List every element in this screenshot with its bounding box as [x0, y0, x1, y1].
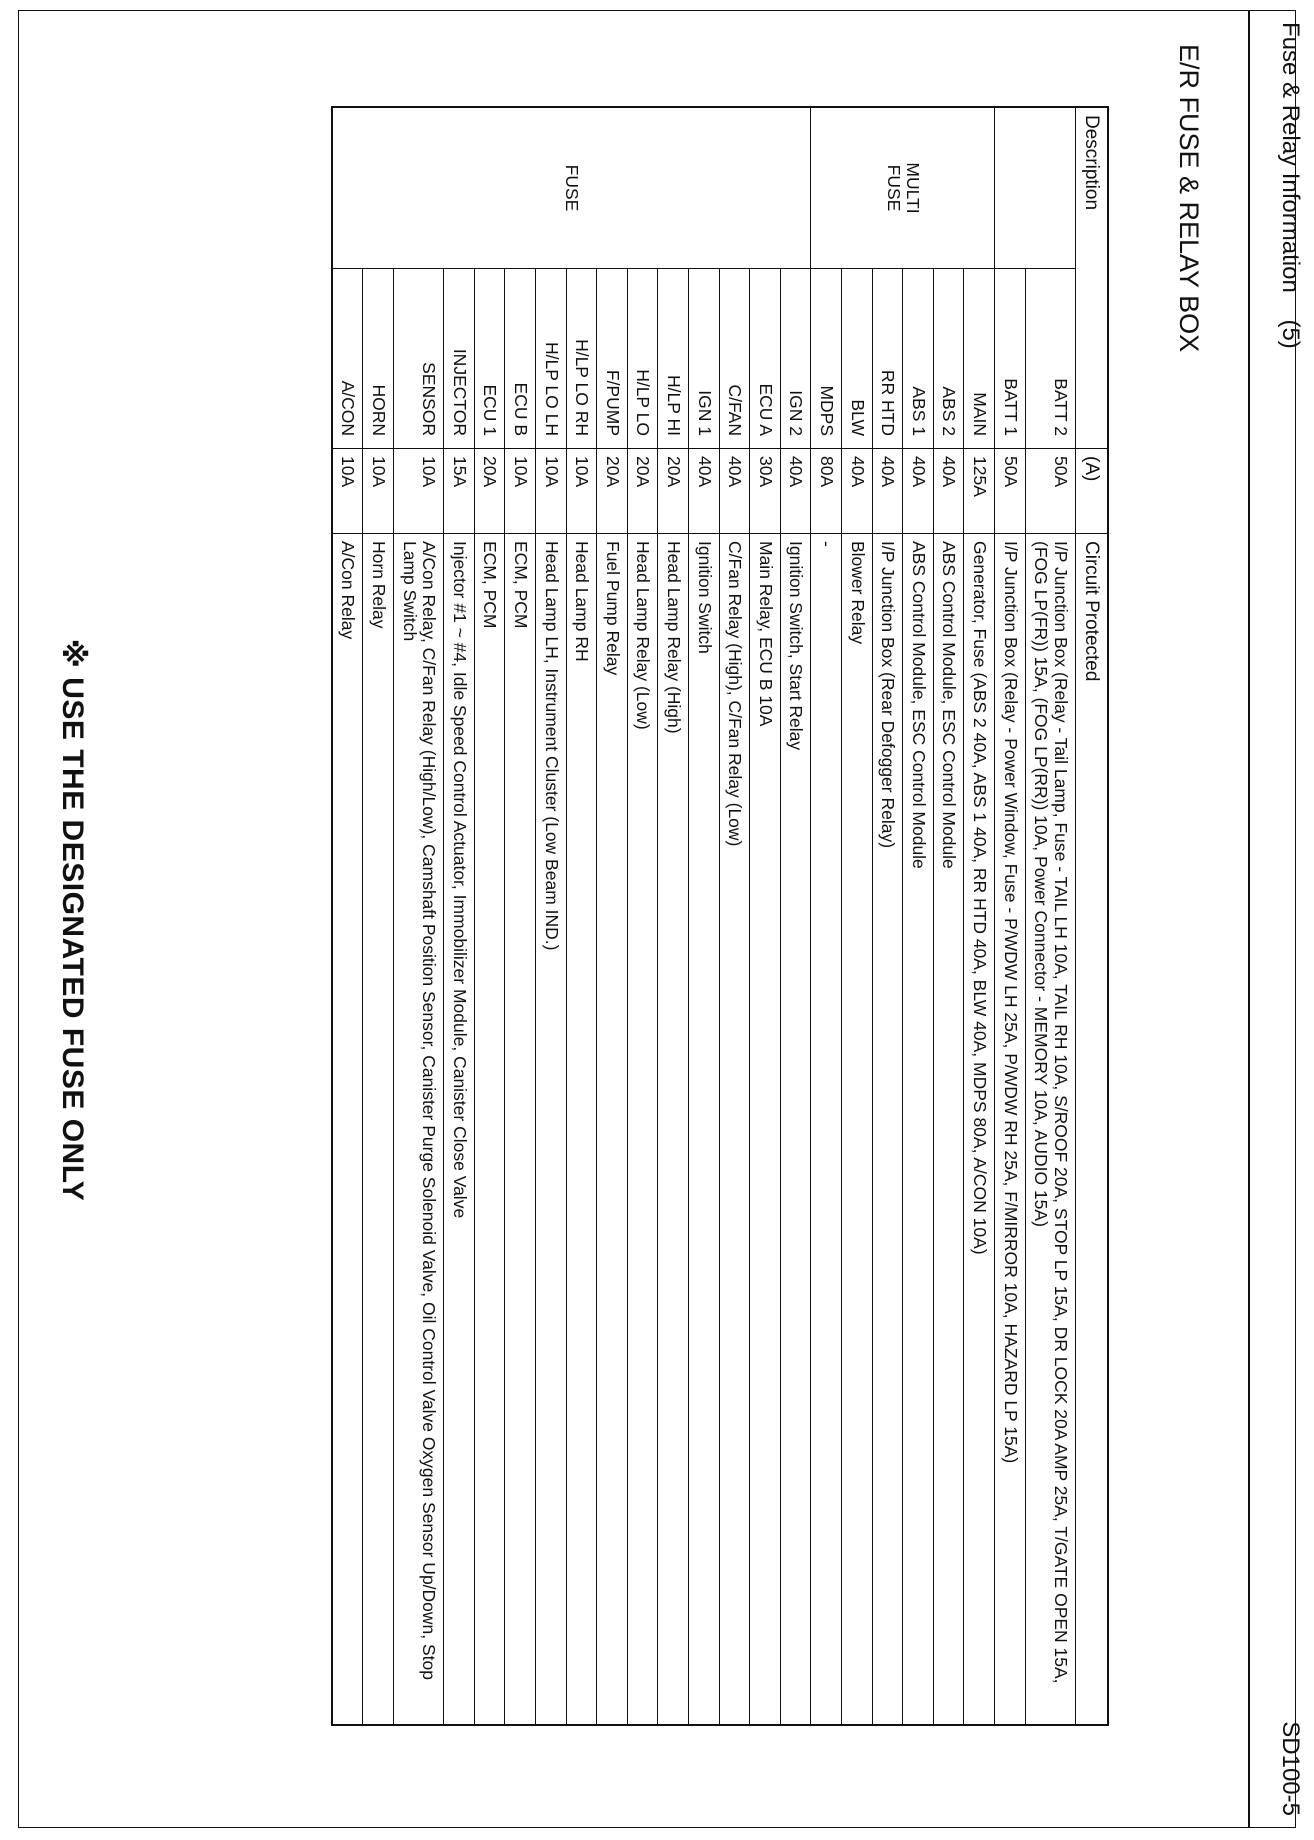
category-cell	[332, 107, 811, 269]
category-cell	[994, 107, 1075, 269]
table-row	[780, 107, 811, 1725]
fuse-name-cell: ECU B	[505, 269, 536, 449]
fuse-name-cell: INJECTOR	[444, 269, 475, 449]
fuse-name-cell: SENSOR	[394, 269, 444, 449]
fuse-name-cell: ECU 1	[474, 269, 505, 449]
table-row	[719, 107, 750, 1725]
fuse-name-cell: BLW	[841, 269, 872, 449]
table-row	[332, 107, 363, 1725]
category-cell	[811, 107, 995, 269]
table-row	[750, 107, 781, 1725]
circuit-protected-cell: Ignition Switch, Start Relay	[780, 534, 811, 1726]
fuse-name-cell: H/LP LO LH	[536, 269, 567, 449]
category-line: MULTI	[903, 162, 924, 214]
page-code: SD100-5	[1277, 1721, 1304, 1816]
fuse-amp-cell: 15A	[444, 449, 475, 534]
fuse-amp-cell: 40A	[719, 449, 750, 534]
circuit-protected-cell: C/Fan Relay (High), C/Fan Relay (Low)	[719, 534, 750, 1726]
fuse-name-cell: H/LP LO	[627, 269, 658, 449]
fuse-name-cell: RR HTD	[872, 269, 903, 449]
page-header-title	[1276, 22, 1304, 349]
fuse-name-cell: A/CON	[332, 269, 363, 449]
table-row	[474, 107, 505, 1725]
table-row	[505, 107, 536, 1725]
fuse-name-cell: ECU A	[750, 269, 781, 449]
circuit-protected-cell: Generator, Fuse (ABS 2 40A, ABS 1 40A, RR HTD 40A, BLW 40A, MDPS 80A, A/CON 10A)	[964, 534, 995, 1726]
table-row	[903, 107, 934, 1725]
circuit-protected-cell: I/P Junction Box (Relay - Tail Lamp, Fuse - TAIL LH 10A, TAIL RH 10A, S/ROOF 20A, STOP LP 15A, DR LOCK 20A AMP 25A, T/GATE OPEN 15A, (FOG LP(FR)) 15A, (FOG LP(RR)) 10A, Power Connector - MEMORY 10A, AUDIO 15A)	[1025, 534, 1075, 1726]
table-row	[872, 107, 903, 1725]
circuit-protected-cell: I/P Junction Box (Relay - Power Window, Fuse - P/WDW LH 25A, P/WDW RH 25A, F/MIRROR 10A, HAZARD LP 15A)	[994, 534, 1025, 1726]
table-row	[658, 107, 689, 1725]
table-row	[536, 107, 567, 1725]
table-row	[597, 107, 628, 1725]
table-row	[566, 107, 597, 1725]
fuse-amp-cell: 10A	[332, 449, 363, 534]
fuse-name-cell: ABS 2	[933, 269, 964, 449]
circuit-protected-cell: A/Con Relay, C/Fan Relay (High/Low), Camshaft Position Sensor, Canister Purge Solenoid Valve, Oil Control Valve Oxygen Sensor Up/Down, Stop Lamp Switch	[394, 534, 444, 1726]
fuse-name-cell: ABS 1	[903, 269, 934, 449]
table-row	[363, 107, 394, 1725]
fuse-name-cell: BATT 1	[994, 269, 1025, 449]
fuse-name-cell: C/FAN	[719, 269, 750, 449]
fuse-amp-cell: 50A	[994, 449, 1025, 534]
fuse-amp-cell: 20A	[474, 449, 505, 534]
fuse-amp-cell: 40A	[780, 449, 811, 534]
circuit-protected-cell: ABS Control Module, ESC Control Module	[903, 534, 934, 1726]
table-row	[627, 107, 658, 1725]
circuit-protected-cell: Ignition Switch	[689, 534, 720, 1726]
circuit-protected-cell: ABS Control Module, ESC Control Module	[933, 534, 964, 1726]
category-line: FUSE	[883, 164, 904, 212]
circuit-protected-cell: Head Lamp LH, Instrument Cluster (Low Beam IND.)	[536, 534, 567, 1726]
table-row	[841, 107, 872, 1725]
table-row	[394, 107, 444, 1725]
fuse-amp-cell: 20A	[597, 449, 628, 534]
fuse-name-cell: MAIN	[964, 269, 995, 449]
fuse-amp-cell: 40A	[689, 449, 720, 534]
circuit-protected-cell: A/Con Relay	[332, 534, 363, 1726]
circuit-protected-cell: Horn Relay	[363, 534, 394, 1726]
category-label	[562, 165, 582, 212]
fuse-amp-cell: 40A	[933, 449, 964, 534]
fuse-amp-cell: 20A	[627, 449, 658, 534]
fuse-amp-cell: 40A	[872, 449, 903, 534]
fuse-amp-cell: 125A	[964, 449, 995, 534]
header-page-index: (5)	[1277, 319, 1304, 349]
header-circuit: Circuit Protected	[1075, 534, 1108, 1726]
table-row	[964, 107, 995, 1725]
table-row	[444, 107, 475, 1725]
circuit-protected-cell: Main Relay, ECU B 10A	[750, 534, 781, 1726]
fuse-name-cell: H/LP LO RH	[566, 269, 597, 449]
fuse-name-cell: BATT 2	[1025, 269, 1075, 449]
table-row	[1025, 107, 1075, 1725]
fuse-amp-cell: 10A	[363, 449, 394, 534]
fuse-name-cell: H/LP HI	[658, 269, 689, 449]
table-row	[933, 107, 964, 1725]
fuse-amp-cell: 40A	[841, 449, 872, 534]
fuse-name-cell: IGN 1	[689, 269, 720, 449]
fuse-amp-cell: 10A	[536, 449, 567, 534]
fuse-amp-cell: 50A	[1025, 449, 1075, 534]
header-title-text: Fuse & Relay Information	[1277, 22, 1304, 293]
fuse-table	[331, 106, 1109, 1726]
section-title: E/R FUSE & RELAY BOX	[1174, 44, 1204, 353]
circuit-protected-cell: I/P Junction Box (Rear Defogger Relay)	[872, 534, 903, 1726]
table-row	[689, 107, 720, 1725]
fuse-amp-cell: 10A	[566, 449, 597, 534]
circuit-protected-cell: ECM, PCM	[505, 534, 536, 1726]
fuse-amp-cell: 10A	[505, 449, 536, 534]
circuit-protected-cell: Blower Relay	[841, 534, 872, 1726]
circuit-protected-cell: -	[811, 534, 842, 1726]
fuse-name-cell: F/PUMP	[597, 269, 628, 449]
table-row	[811, 107, 842, 1725]
circuit-protected-cell: Injector #1 ~ #4, Idle Speed Control Actuator, Immobilizer Module, Canister Close Valve	[444, 534, 475, 1726]
circuit-protected-cell: Head Lamp RH	[566, 534, 597, 1726]
fuse-amp-cell: 40A	[903, 449, 934, 534]
circuit-protected-cell: Head Lamp Relay (High)	[658, 534, 689, 1726]
header-description: Description	[1075, 107, 1108, 449]
fuse-amp-cell: 30A	[750, 449, 781, 534]
category-line: FUSE	[562, 164, 583, 212]
circuit-protected-cell: ECM, PCM	[474, 534, 505, 1726]
category-label	[883, 162, 922, 213]
circuit-protected-cell: Head Lamp Relay (Low)	[627, 534, 658, 1726]
table-header-row	[1075, 107, 1108, 1725]
table-row	[994, 107, 1025, 1725]
circuit-protected-cell: Fuel Pump Relay	[597, 534, 628, 1726]
fuse-amp-cell: 80A	[811, 449, 842, 534]
header-amp: (A)	[1075, 449, 1108, 534]
fuse-amp-cell: 10A	[394, 449, 444, 534]
designated-fuse-note: ※ USE THE DESIGNATED FUSE ONLY	[56, 638, 89, 1202]
fuse-name-cell: HORN	[363, 269, 394, 449]
fuse-name-cell: MDPS	[811, 269, 842, 449]
fuse-name-cell: IGN 2	[780, 269, 811, 449]
fuse-amp-cell: 20A	[658, 449, 689, 534]
